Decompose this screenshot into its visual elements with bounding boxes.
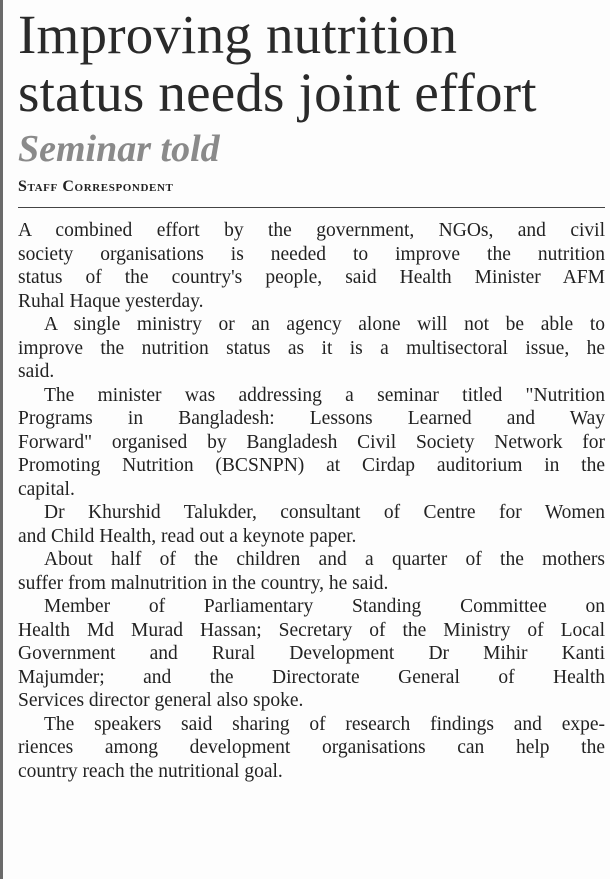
text-line: riences among development organisations can help the xyxy=(18,737,605,758)
text-line: Member of Parliamentary Standing Committee on xyxy=(44,596,605,617)
paragraph xyxy=(18,384,605,502)
text-line: Programs in Bangladesh: Lessons Learned and Way xyxy=(18,408,605,429)
text-line: and Child Health, read out a keynote paper. xyxy=(18,525,357,547)
text-line: status of the country's people, said Health Minister AFM xyxy=(18,267,605,288)
text-line: capital. xyxy=(18,478,75,500)
text-line: suffer from malnutrition in the country, he said. xyxy=(18,572,389,594)
text-line: country reach the nutritional goal. xyxy=(18,760,283,782)
text-line: The speakers said sharing of research findings and expe- xyxy=(44,713,605,735)
column-rule xyxy=(0,0,3,879)
headline-line: status needs joint effort xyxy=(18,62,537,123)
text-line: society organisations is needed to improve the nutrition xyxy=(18,243,605,265)
paragraph xyxy=(18,219,605,313)
subheadline: Seminar told xyxy=(18,128,220,170)
text-line: Promoting Nutrition (BCSNPN) at Cirdap auditorium in the xyxy=(18,455,605,476)
headline xyxy=(18,6,603,122)
paragraph xyxy=(18,548,605,595)
byline: Staff Correspondent xyxy=(18,178,174,195)
text-line: The minister was addressing a seminar titled "Nutrition xyxy=(44,384,605,406)
text-line: About half of the children and a quarter of the mothers xyxy=(44,549,605,570)
byline-divider xyxy=(18,207,605,208)
headline-line: Improving nutrition xyxy=(18,4,458,65)
paragraph xyxy=(18,713,605,784)
text-line: Services director general also spoke. xyxy=(18,690,304,711)
paragraph xyxy=(18,501,605,548)
text-line: improve the nutrition status as it is a multisectoral issue, he xyxy=(18,337,605,359)
text-line: Ruhal Haque yesterday. xyxy=(18,290,204,312)
text-line: A single ministry or an agency alone will not be able to xyxy=(44,314,605,335)
paragraph xyxy=(18,313,605,384)
text-line: Forward" organised by Bangladesh Civil Society Network for xyxy=(18,431,605,453)
text-line: Government and Rural Development Dr Mihir Kanti xyxy=(18,643,605,664)
article-body xyxy=(18,219,605,783)
text-line: Dr Khurshid Talukder, consultant of Centre for Women xyxy=(44,502,605,523)
paragraph xyxy=(18,595,605,713)
text-line: A combined effort by the government, NGOs, and civil xyxy=(18,220,605,241)
text-line: Health Md Murad Hassan; Secretary of the Ministry of Local xyxy=(18,619,605,641)
text-line: said. xyxy=(18,361,55,382)
text-line: Majumder; and the Directorate General of Health xyxy=(18,666,605,688)
